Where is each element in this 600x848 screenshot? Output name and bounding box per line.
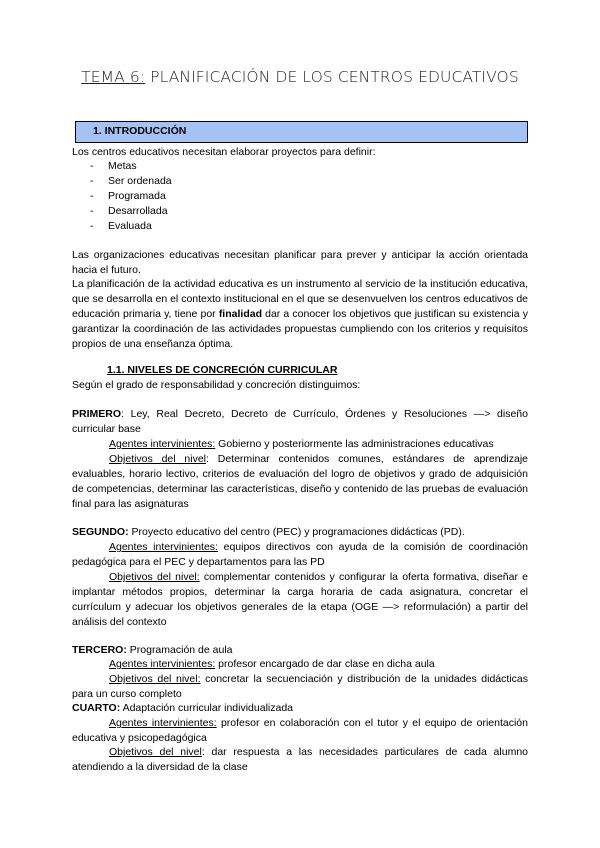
objetivos-text: : Determinar contenidos comunes, estándares de aprendizaje evaluables, horario lectivo, criterios de evaluación del logro de objetivos y grado de adquisición de competencias, determinar las características, diseño y contenido de las pruebas de evaluación final para las asignaturas xyxy=(72,453,528,510)
level-text: : Ley, Real Decreto, Decreto de Currículo, Órdenes y Resoluciones —> diseño curricular base xyxy=(72,408,528,435)
bullet-dash: - xyxy=(90,190,94,202)
level-text: Proyecto educativo del centro (PEC) y programaciones didácticas (PD). xyxy=(128,526,465,538)
intro-paragraph-1: Las organizaciones educativas necesitan planificar para prever y anticipar la acción orientada hacia el futuro. xyxy=(72,249,528,276)
bullet-item: Ser ordenada xyxy=(108,175,172,187)
agentes-label: Agentes intervinientes: xyxy=(109,717,217,729)
agentes-text: profesor en colaboración con el tutor y el equipo de orientación educativa y psicopedagógica xyxy=(72,717,528,744)
cuarto-objetivos xyxy=(72,745,528,775)
level-primero xyxy=(72,407,528,437)
objetivos-text: complementar contenidos y configurar la oferta formativa, diseñar e implantar métodos propios, determinar la carga horaria de cada asignatura, concretar el currículum y adecuar los objetivos generales de la etapa (OGE —> reformulación) a partir del análisis del contexto xyxy=(72,571,528,628)
page-title xyxy=(0,68,600,86)
bullet-item: Desarrollada xyxy=(108,205,168,217)
bullet-dash: - xyxy=(90,175,94,187)
objetivos-label: Objetivos del nivel xyxy=(109,746,202,758)
bullet-dash: - xyxy=(90,205,94,217)
title-prefix: TEMA 6: xyxy=(81,68,146,86)
agentes-text: equipos directivos con ayuda de la comisión de coordinación pedagógica para el PEC y departamentos para las PD xyxy=(72,541,528,568)
intro-lead: Los centros educativos necesitan elaborar proyectos para definir: xyxy=(72,146,376,158)
objetivos-text: concretar la secuenciación y distribución de la unidades didácticas para un curso completo xyxy=(72,673,528,700)
title-text: PLANIFICACIÓN DE LOS CENTROS EDUCATIVOS xyxy=(145,68,519,86)
section-heading: 1. INTRODUCCIÓN xyxy=(93,125,187,137)
objetivos-label: Objetivos del nivel: xyxy=(109,571,200,583)
level-tercero xyxy=(72,643,528,658)
bullet-item: Programada xyxy=(108,190,166,202)
agentes-text: Gobierno y posteriormente las administraciones educativas xyxy=(215,438,494,450)
intro-p2-bold: finalidad xyxy=(218,308,262,320)
segundo-agentes xyxy=(72,540,528,570)
level-segundo xyxy=(72,525,528,540)
bullet-item: Metas xyxy=(108,160,137,172)
level-label: PRIMERO xyxy=(72,408,122,420)
objetivos-label: Objetivos del nivel: xyxy=(109,673,201,685)
bullet-dash: - xyxy=(90,160,94,172)
level-label: CUARTO: xyxy=(72,702,121,714)
level-label: SEGUNDO: xyxy=(72,526,129,538)
level-text: Programación de aula xyxy=(126,644,233,656)
section-heading-box xyxy=(75,121,528,143)
primero-agentes xyxy=(72,437,528,452)
objetivos-text: : dar respuesta a las necesidades particulares de cada alumno atendiendo a la diversidad de la clase xyxy=(72,746,528,773)
tercero-agentes xyxy=(72,657,528,672)
level-text: Adaptación curricular individualizada xyxy=(120,702,294,714)
segundo-objetivos xyxy=(72,570,528,630)
level-cuarto xyxy=(72,701,528,716)
subsection-lead: Según el grado de responsabilidad y concreción distinguimos: xyxy=(72,379,361,391)
objetivos-label: Objetivos del nivel xyxy=(109,453,207,465)
bullet-item: Evaluada xyxy=(108,220,152,232)
agentes-text: profesor encargado de dar clase en dicha aula xyxy=(215,658,435,670)
intro-paragraph-2 xyxy=(72,277,528,352)
subsection-heading: 1.1. NIVELES DE CONCRECIÓN CURRICULAR xyxy=(107,364,338,376)
intro-p2-text-end: dar a conocer los objetivos que justifican su existencia y garantizar la coordinación de las actividades propuestas cumpliendo con los criterios y requisitos propios de una enseñanza óptima. xyxy=(72,308,528,350)
level-label: TERCERO: xyxy=(72,644,127,656)
agentes-label: Agentes intervinientes: xyxy=(109,541,218,553)
cuarto-agentes xyxy=(72,716,528,746)
primero-objetivos xyxy=(72,452,528,512)
tercero-objetivos xyxy=(72,672,528,702)
agentes-label: Agentes intervinientes: xyxy=(109,658,216,670)
bullet-dash: - xyxy=(90,220,94,232)
intro-p2-text: La planificación de la actividad educativa es un instrumento al servicio de la institución educativa, que se desarrolla en el contexto institucional en el que se desenvuelven los centros educativos de educación primaria y, tiene por xyxy=(72,278,528,320)
agentes-label: Agentes intervinientes: xyxy=(109,438,216,450)
